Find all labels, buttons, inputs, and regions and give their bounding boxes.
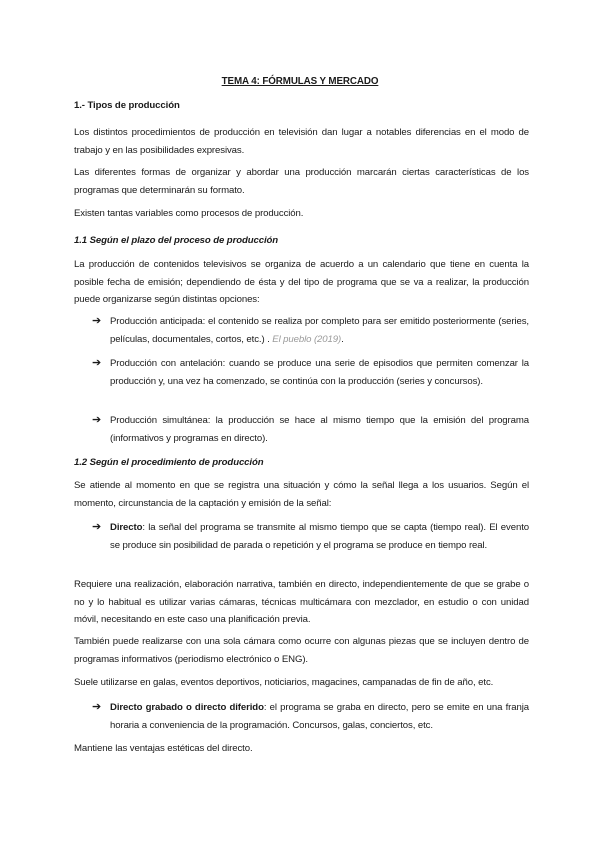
bullet-text: : la señal del programa se transmite al mismo tiempo que se capta (tiempo real). El evento se produce sin posibilidad de parada o repetición y el programa se produce en tiempo real. — [110, 522, 529, 551]
right-arrow-icon: ➔ — [92, 315, 102, 327]
bullet-item — [110, 519, 529, 554]
bullet-item: Producción simultánea: la producción se hace al mismo tiempo que la emisión del programa (informativos y programas en directo). — [110, 415, 529, 444]
paragraph: La producción de contenidos televisivos se organiza de acuerdo a un calendario que tiene en cuenta la posible fecha de emisión; dependiendo de ésta y del tipo de programa que se va a realizar, la producción puede organizarse según distintas opciones: — [74, 259, 529, 305]
bullet-term: Directo — [110, 522, 143, 533]
bullet-item: Producción con antelación: cuando se produce una serie de episodios que permiten comenzar la producción y, una vez ha comenzado, se continúa con la producción (series y concursos). — [110, 358, 529, 387]
paragraph: Mantiene las ventajas estéticas del directo. — [74, 743, 253, 754]
paragraph: Existen tantas variables como procesos de producción. — [74, 208, 304, 219]
paragraph: Los distintos procedimientos de producción en televisión dan lugar a notables diferencias en el modo de trabajo y en las posibilidades expresivas. — [74, 127, 529, 156]
section-heading-1-2: 1.2 Según el procedimiento de producción — [74, 457, 264, 468]
paragraph: También puede realizarse con una sola cámara como ocurre con algunas piezas que se incluyen dentro de programas informativos (periodismo electrónico o ENG). — [74, 636, 529, 665]
bullet-term: Directo grabado o directo diferido — [110, 702, 264, 713]
right-arrow-icon: ➔ — [92, 521, 102, 533]
citation: El pueblo (2019) — [272, 333, 342, 345]
section-heading-1: 1.- Tipos de producción — [74, 100, 180, 111]
bullet-end: . — [341, 333, 344, 345]
section-heading-1-1: 1.1 Según el plazo del proceso de producción — [74, 235, 279, 246]
paragraph: Requiere una realización, elaboración narrativa, también en directo, independientemente de que se grabe o no y lo habitual es utilizar varias cámaras, técnicas multicámara con mezclador, en estudio o con unidad móvil, necesitando en este caso una planificación previa. — [74, 579, 529, 625]
paragraph: Suele utilizarse en galas, eventos deportivos, noticiarios, magacines, campanadas de fin de año, etc. — [74, 677, 494, 688]
paragraph: Las diferentes formas de organizar y abordar una producción marcarán ciertas características de los programas que determinarán su formato. — [74, 167, 529, 196]
bullet-item — [110, 699, 529, 734]
right-arrow-icon: ➔ — [92, 357, 102, 369]
bullet-text: Producción anticipada: el contenido se realiza por completo para ser emitido posteriormente (series, películas, documentales, cortos, etc.) . — [110, 316, 529, 345]
bullet-item — [110, 313, 529, 348]
page-title: TEMA 4: FÓRMULAS Y MERCADO — [221, 76, 379, 87]
bullet-text: : el programa se graba en directo, pero se emite en una franja horaria a conveniencia de la programación. Concursos, galas, conciertos, etc. — [110, 702, 529, 731]
right-arrow-icon: ➔ — [92, 414, 102, 426]
paragraph: Se atiende al momento en que se registra una situación y cómo la señal llega a los usuarios. Según el momento, circunstancia de la captación y emisión de la señal: — [74, 480, 529, 509]
right-arrow-icon: ➔ — [92, 701, 102, 713]
